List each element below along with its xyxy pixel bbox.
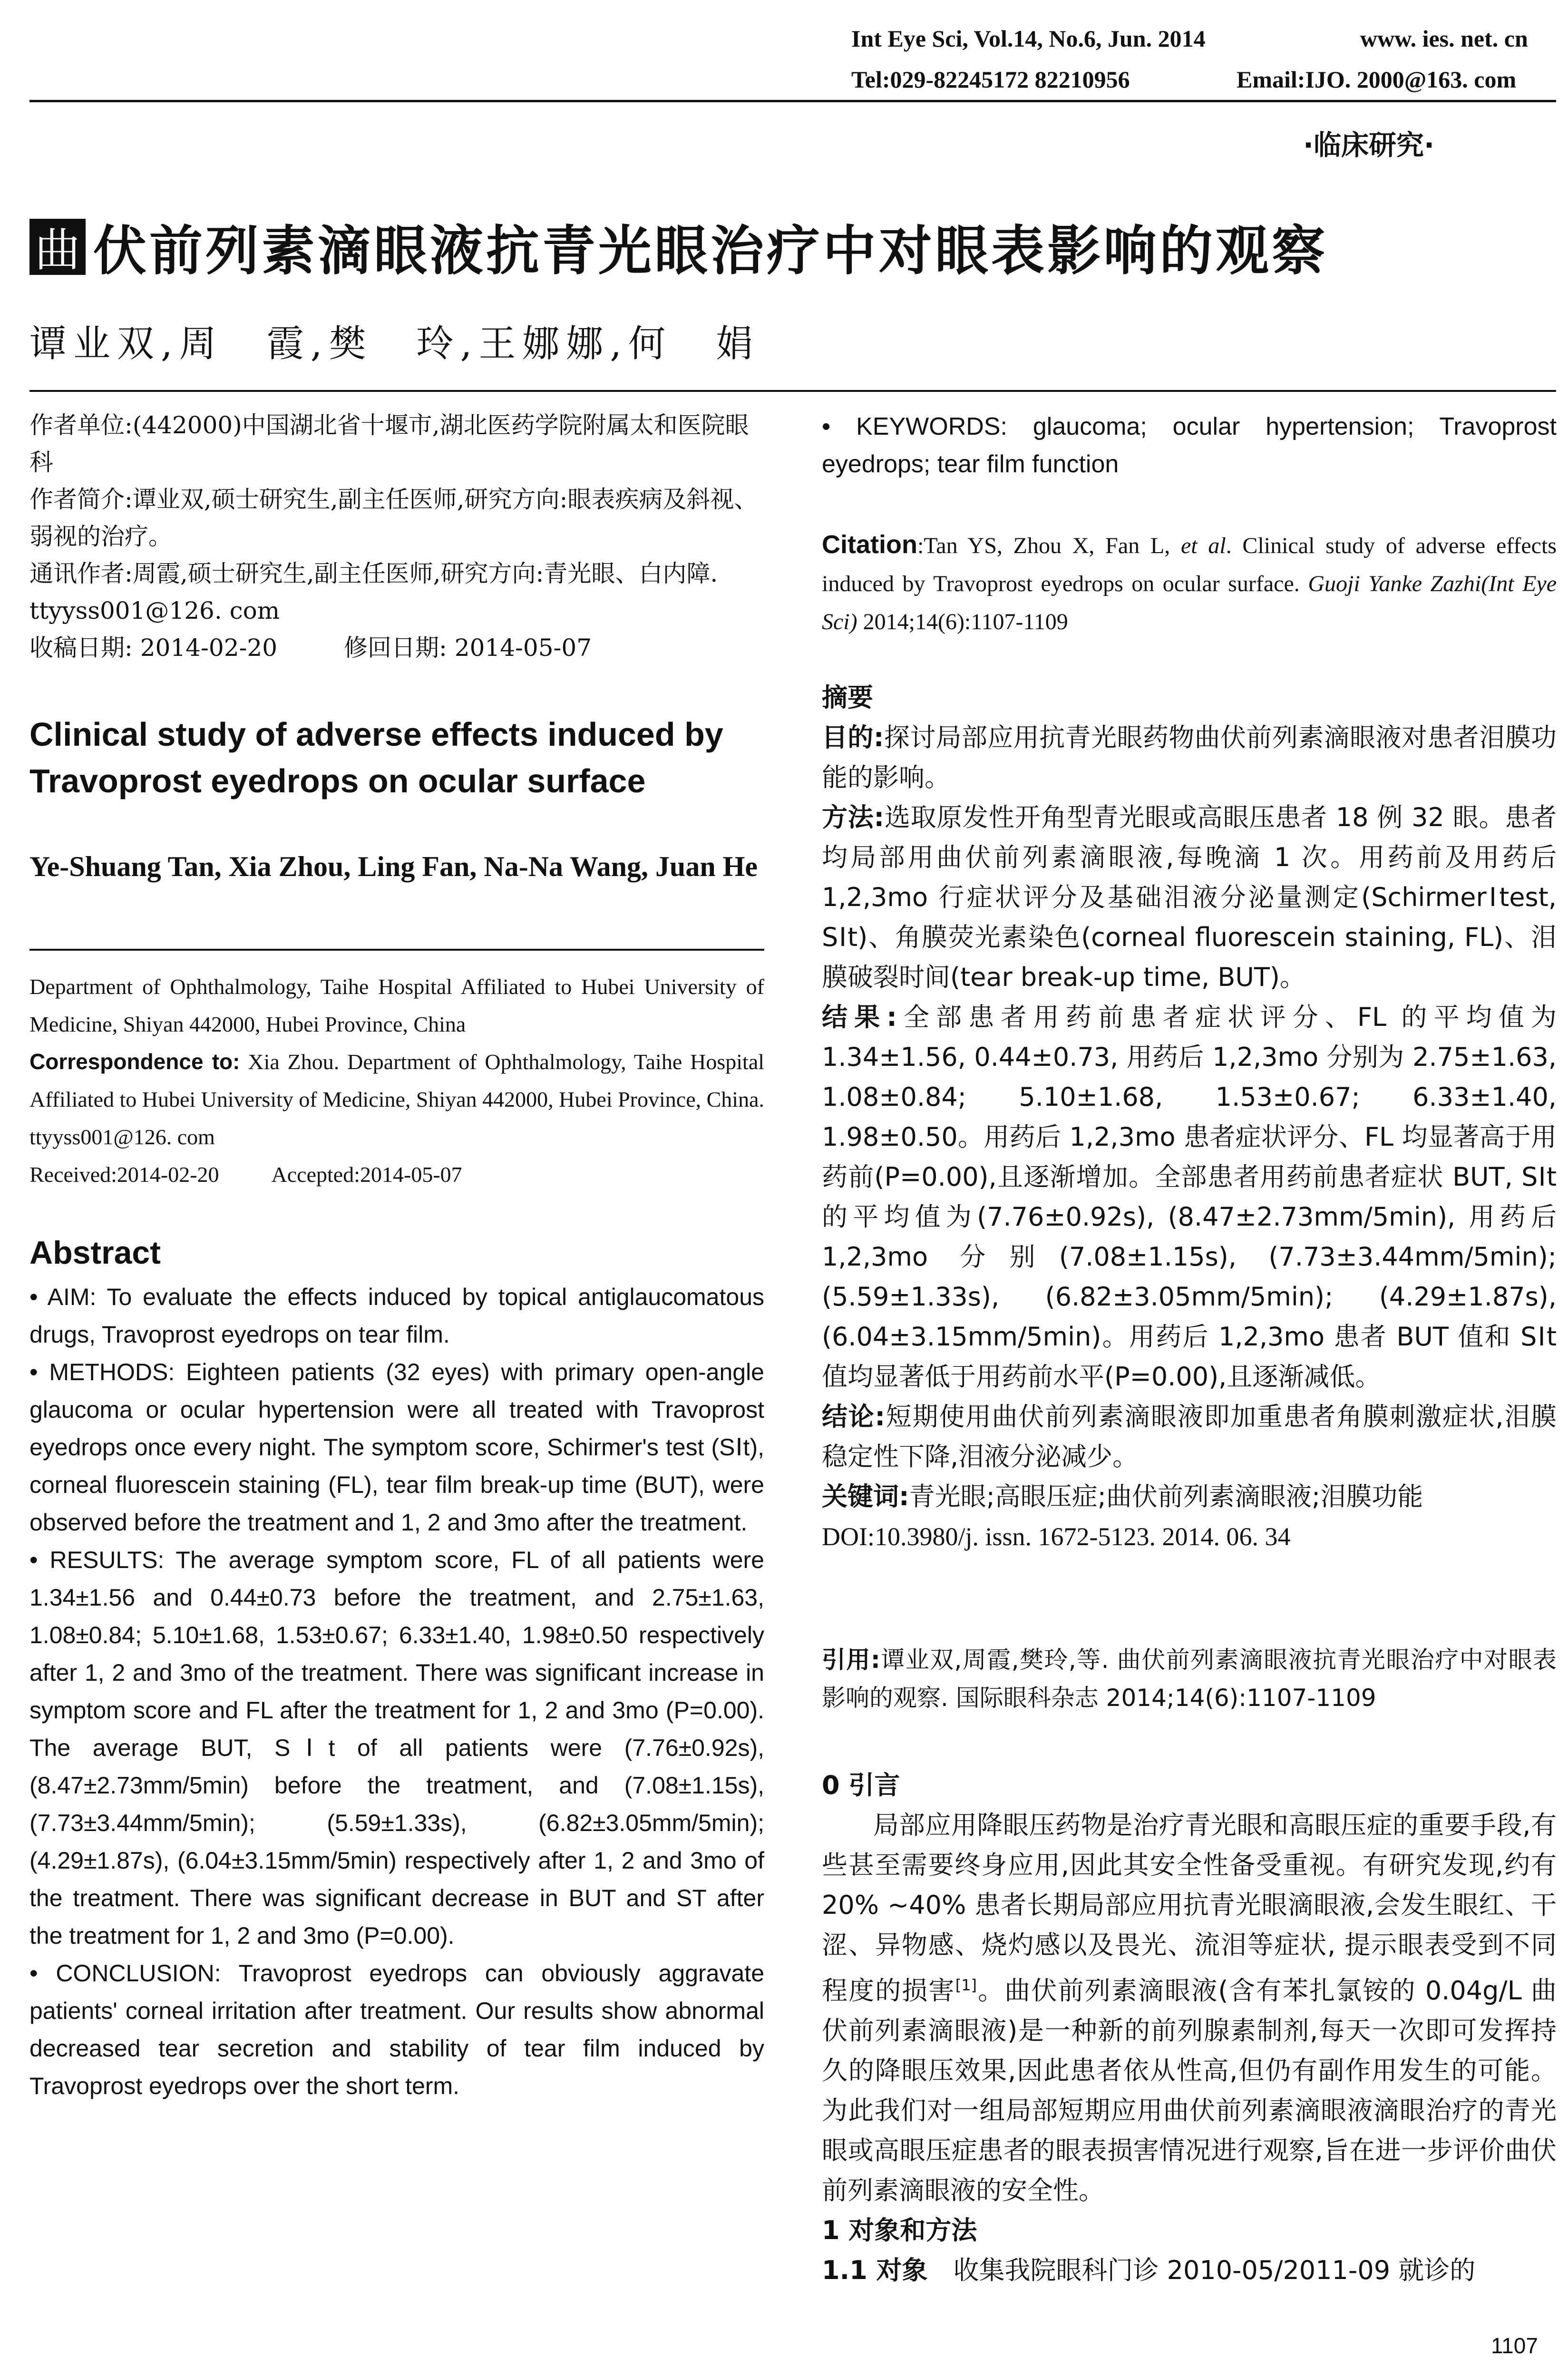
journal-info: Int Eye Sci, Vol.14, No.6, Jun. 2014 [851,25,1206,52]
correspondence-text: Xia Zhou. Department of Ophthalmology, Taihe Hospital Affiliated to Hubei University of Medicine, Shiyan 442000, Hubei Province, China. ttyyss001@126. com [29,1050,765,1149]
reference-1: [1] [955,1976,977,1994]
aim-label-cn: 目的: [822,722,884,752]
methods-heading: 1 对象和方法 [822,2215,977,2245]
citation-en: Citation:Tan YS, Zhou X, Fan L, et al. Clinical study of adverse effects induced by Travoprost eyedrops on ocular surface. Guoji Yanke Zazhi(Int Eye Sci) 2014;14(6):1107-1109 [822,530,1557,634]
english-authors-rule [29,949,764,951]
revised-date-cn: 修回日期: 2014-05-07 [344,634,592,662]
title-text: 伏前列素滴眼液抗青光眼治疗中对眼表影响的观察 [93,220,1328,282]
subsection-label: 1.1 对象 [822,2255,928,2285]
received-date-en: Received:2014-02-20 [29,1162,219,1187]
citation-volume: 2014;14(6):1107-1109 [857,609,1068,634]
intro-heading: 0 引言 [822,1770,900,1800]
authors-rule [29,390,1556,392]
journal-email: Email:IJO. 2000@163. com [1237,66,1517,93]
page-number: 1107 [1491,2333,1538,2358]
abstract-cn-heading: 摘要 [822,682,873,712]
citation-authors: :Tan YS, Zhou X, Fan L, [917,533,1181,558]
introduction [822,1765,1557,2290]
author-info [29,407,764,666]
citation-et-al: et al [1180,533,1226,558]
citation-cn [822,1641,1557,1717]
author-correspondence: 通讯作者:周霞,硕士研究生,副主任医师,研究方向:青光眼、白内障. ttyyss001@126. com [29,560,718,624]
correspondence-label: Correspondence to: [29,1049,240,1074]
methods-cn: 选取原发性开角型青光眼或高眼压患者 18 例 32 眼。患者均局部用曲伏前列素滴眼液,每晚滴 1 次。用药前及用药后 1,2,3mo 行症状评分及基础泪液分泌量测定(SchirmerⅠtest, SⅠt)、角膜荧光素染色(corneal fluorescein staining, FL)、泪膜破裂时间(tear break-up time, BUT)。 [822,802,1557,992]
results-label-cn: 结果: [822,1002,897,1032]
doi: DOI:10.3980/j. issn. 1672-5123. 2014. 06. 34 [822,1522,1291,1551]
results-cn: 全部患者用药前患者症状评分、FL 的平均值为 1.34±1.56, 0.44±0.73, 用药后 1,2,3mo 分别为 2.75±1.63, 1.08±0.84; 5.10±1.68, 1.53±0.67; 6.33±1.40, 1.98±0.50。用药后 1,2,3mo 患者症状评分、FL 均显著高于用药前(P=0.00),且逐渐增加。全部患者用药前患者症状 BUT, SⅠt 的平均值为(7.76±0.92s), (8.47±2.73mm/5min), 用药后 1,2,3mo 分别(7.08±1.15s), (7.73±3.44mm/5min); (5.59±1.33s), (6.82±3.05mm/5min); (4.29±1.87s), (6.04±3.15mm/5min)。用药后 1,2,3mo 患者 BUT 值和 SⅠt 值均显著低于用药前水平(P=0.00),且逐渐减低。 [822,1002,1557,1392]
abstract-heading: Abstract [29,1235,161,1271]
citation-title: . Clinical study of adverse effects induced by Travoprost eyedrops on ocular surface. [822,533,1557,596]
english-affiliation [29,968,764,1193]
keywords-cn: 青光眼;高眼压症;曲伏前列素滴眼液;泪膜功能 [909,1481,1423,1511]
conclusion-cn: 短期使用曲伏前列素滴眼液即加重患者角膜刺激症状,泪膜稳定性下降,泪液分泌减少。 [822,1402,1557,1471]
abstract-results: • RESULTS: The average symptom score, FL of all patients were 1.34±1.56 and 0.44±0.73 before the treatment, and 2.75±1.63, 1.08±0.84; 5.10±1.68, 1.53±0.67; 6.33±1.40, 1.98±0.50 respectively after 1, 2 and 3mo of the treatment. There was significant increase in symptom score and FL after the treatment for 1, 2 and 3mo (P=0.00). The average BUT, SⅠt of all patients were (7.76±0.92s), (8.47±2.73mm/5min) before the treatment, and (7.08±1.15s), (7.73±3.44mm/5min); (5.59±1.33s), (6.82±3.05mm/5min); (4.29±1.87s), (6.04±3.15mm/5min) respectively after 1, 2 and 3mo of the treatment. There was significant decrease in BUT and ST after the treatment for 1, 2 and 3mo (P=0.00). [29,1547,764,1949]
title-initial-icon: 曲 [29,219,86,275]
abstract-methods: • METHODS: Eighteen patients (32 eyes) with primary open-angle glaucoma or ocular hypertension were all treated with Travoprost eyedrops once every night. The symptom score, Schirmer's test (SⅠt), corneal fluorescein staining (FL), tear film break-up time (BUT), were observed before the treatment and 1, 2 and 3mo after the treatment. [29,1359,764,1536]
journal-website: www. ies. net. cn [1360,25,1528,52]
abstract-keywords: • KEYWORDS: glaucoma; ocular hypertension; Travoprost eyedrops; tear film function [822,413,1557,478]
keywords-label-cn: 关键词: [822,1481,909,1511]
abstract-conclusion: • CONCLUSION: Travoprost eyedrops can obviously aggravate patients' corneal irritation after treatment. Our results show abnormal decreased tear secretion and stability of tear film induced by Travoprost eyedrops over the short term. [29,1960,764,2099]
department: Department of Ophthalmology, Taihe Hospital Affiliated to Hubei University of Medicine, Shiyan 442000, Hubei Province, China [29,974,764,1036]
received-date-cn: 收稿日期: 2014-02-20 [29,634,278,662]
citation-cn-label: 引用: [822,1646,880,1674]
citation-journal: Guoji Yanke Zazhi [1308,571,1481,596]
methods-label-cn: 方法: [822,802,885,832]
journal-tel: Tel:029-82245172 82210956 [851,66,1130,93]
page-title [29,208,1328,285]
abstract-cn [822,678,1557,1557]
abstract-en [29,1278,764,2105]
aim-cn: 探讨局部应用抗青光眼药物曲伏前列素滴眼液对患者泪膜功能的影响。 [822,722,1557,792]
conclusion-label-cn: 结论: [822,1402,886,1432]
intro-paragraph-a: 局部应用降眼压药物是治疗青光眼和高眼压症的重要手段,有些甚至需要终身应用,因此其安全性备受重视。有研究发现,约有 20% ~40% 患者长期局部应用抗青光眼滴眼液,会发生眼红、干涩、异物感、烧灼感以及畏光、流泪等症状, 提示眼表受到不同程度的损害 [822,1810,1557,2006]
intro-paragraph-b: 。曲伏前列素滴眼液(含有苯扎氯铵的 0.04g/L 曲伏前列素滴眼液)是一种新的前列腺素制剂,每天一次即可发挥持久的降眼压效果,因此患者依从性高,但仍有副作用发生的可能。为此我们对一组局部短期应用曲伏前列素滴眼液滴眼治疗的青光眼或高眼压症患者的眼表损害情况进行观察,旨在进一步评价曲伏前列素滴眼液的安全性。 [822,1976,1557,2205]
authors-cn: 谭业双,周 霞,樊 玲,王娜娜,何 娟 [29,322,760,365]
citation-journal-en: Int Eye Sci [822,571,1557,634]
abstract-aim: • AIM: To evaluate the effects induced by topical antiglaucomatous drugs, Travoprost eyedrops on tear film. [29,1284,764,1348]
accepted-date-en: Accepted:2014-05-07 [271,1162,462,1187]
author-affiliation: 作者单位:(442000)中国湖北省十堰市,湖北医药学院附属太和医院眼科 [29,411,749,476]
english-authors: Ye-Shuang Tan, Xia Zhou, Ling Fan, Na-Na Wang, Juan He [29,851,758,882]
author-bio: 作者简介:谭业双,硕士研究生,副主任医师,研究方向:眼表疾病及斜视、弱视的治疗。 [29,486,758,550]
subsection-text: 收集我院眼科门诊 2010-05/2011-09 就诊的 [953,2255,1476,2285]
citation-cn-text: 谭业双,周霞,樊玲,等. 曲伏前列素滴眼液抗青光眼治疗中对眼表影响的观察. 国际眼科杂志 2014;14(6):1107-1109 [822,1646,1557,1712]
citation-label: Citation [822,530,917,559]
section-tag: ·临床研究· [1303,129,1435,161]
header-rule [29,100,1556,102]
english-title: Clinical study of adverse effects induced by Travoprost eyedrops on ocular surface [29,716,723,799]
